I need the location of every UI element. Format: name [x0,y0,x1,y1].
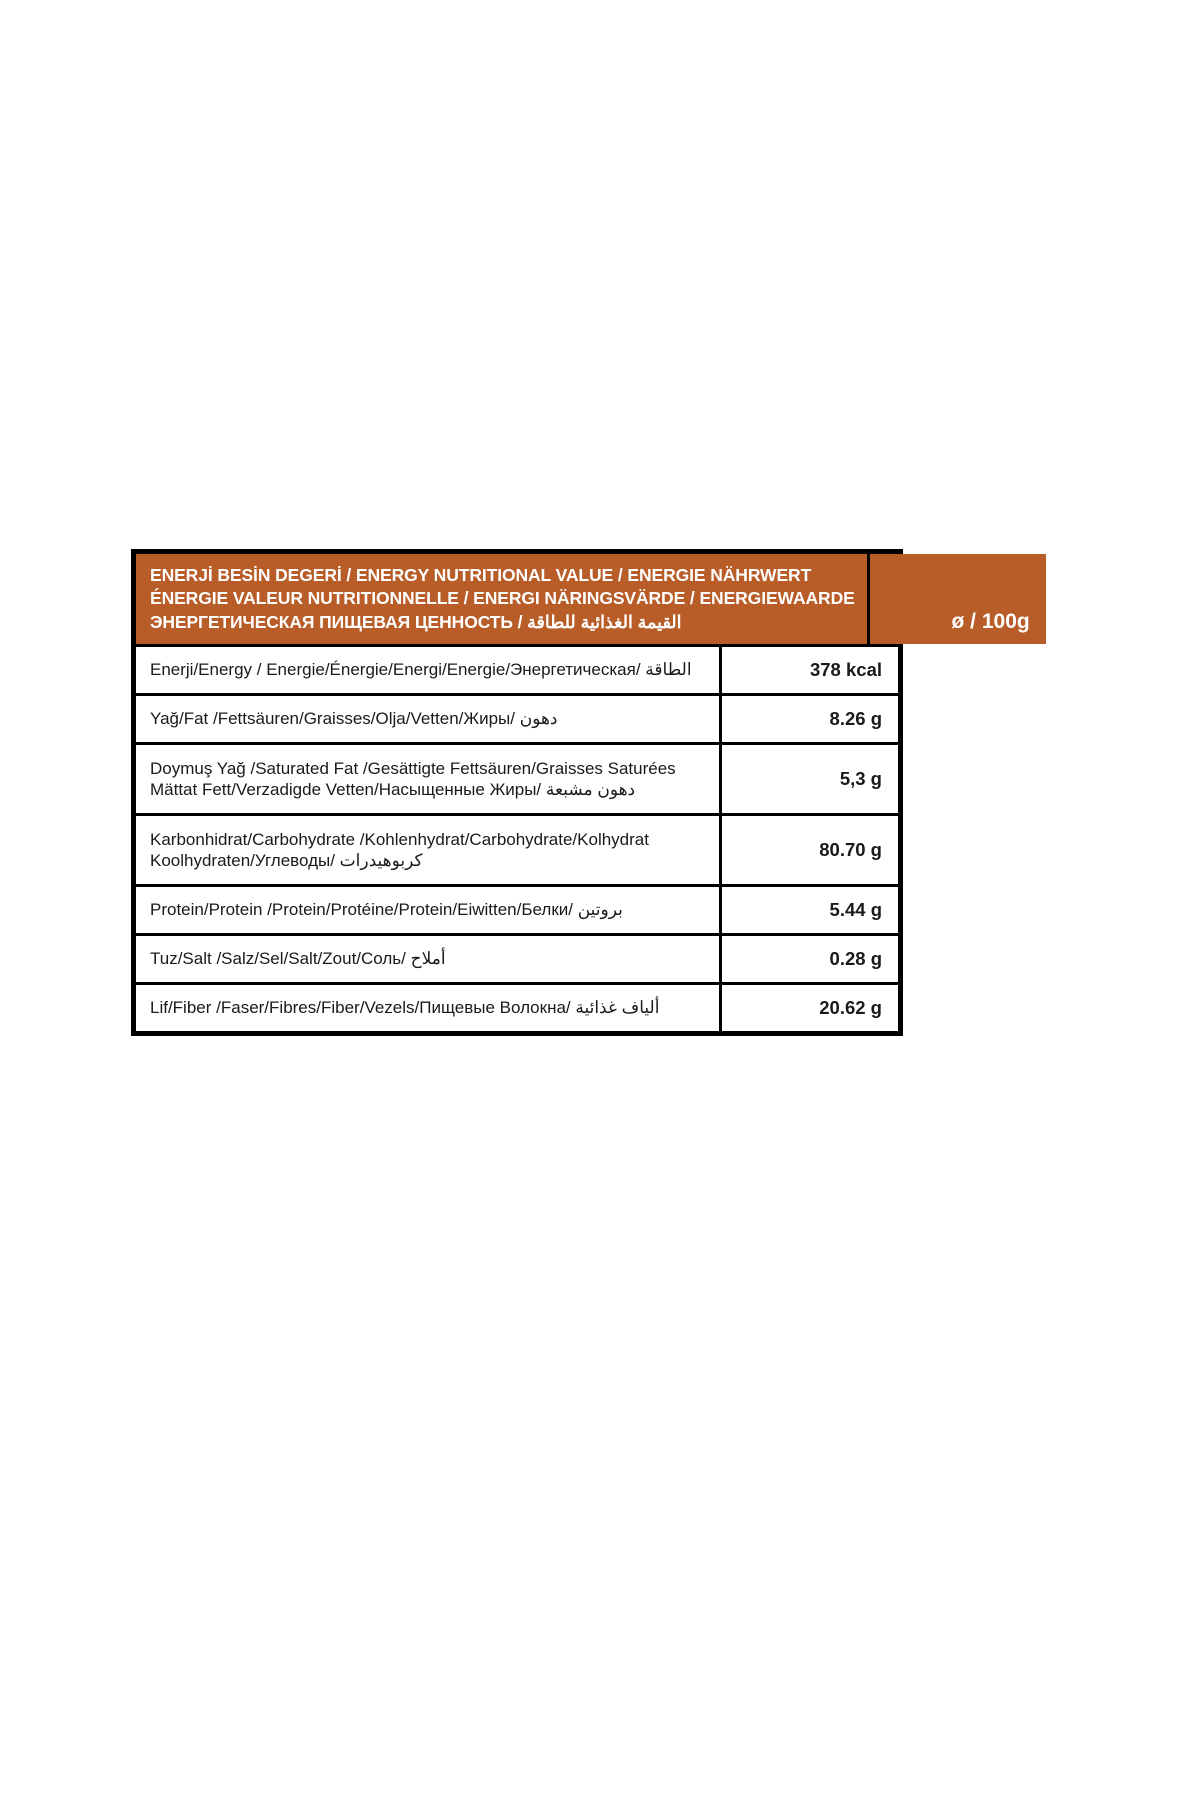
row-value-carbohydrate: 80.70 g [719,816,898,884]
row-label-fat [136,696,719,742]
row-label-protein [136,887,719,933]
table-row [136,933,898,982]
row-label-line: Karbonhidrat/Carbohydrate /Kohlenhydrat/Carbohydrate/Kolhydrat [150,829,649,849]
table-row [136,813,898,884]
row-value-fat: 8.26 g [719,696,898,742]
table-row [136,742,898,813]
row-label-saturated-fat [136,745,719,813]
row-value-saturated-fat: 5,3 g [719,745,898,813]
header-title-line-3: ЭНЕРГЕТИЧЕСКАЯ ПИЩЕВАЯ ЦЕННОСТЬ / القيمة الغذائية للطاقة [150,611,682,632]
header-amount-column: ø / 100g [867,554,1046,644]
row-value-protein: 5.44 g [719,887,898,933]
row-label-line: Tuz/Salt /Salz/Sel/Salt/Zout/Соль/ أملاح [150,949,446,969]
header-title-line-2: ÉNERGIE VALEUR NUTRITIONNELLE / ENERGI NÄRINGSVÄRDE / ENERGIEWAARDE [150,588,855,609]
row-value-energy: 378 kcal [719,647,898,693]
header-title-line-1: ENERJİ BESİN DEGERİ / ENERGY NUTRITIONAL VALUE / ENERGIE NÄHRWERT [150,565,812,585]
row-label-line: Protein/Protein /Protein/Protéine/Protein/Eiwitten/Белки/ بروتين [150,900,623,920]
row-label-salt [136,936,719,982]
row-value-fiber: 20.62 g [719,985,898,1031]
row-label-line: Koolhydraten/Углеводы/ كربوهيدرات [150,850,423,870]
row-value-salt: 0.28 g [719,936,898,982]
nutrition-facts-panel [131,549,1030,1036]
row-label-line: Yağ/Fat /Fettsäuren/Graisses/Olja/Vetten/Жиры/ دهون [150,709,558,729]
row-label-carbohydrate [136,816,719,884]
row-label-line: Mättat Fett/Verzadigde Vetten/Насыщенные Жиры/ دهون مشبعة [150,779,636,799]
table-row [136,693,898,742]
panel-header [136,554,1030,644]
row-label-line: Lif/Fiber /Faser/Fibres/Fiber/Vezels/Пищевые Волокна/ ألياف غذائية [150,998,660,1018]
table-row [136,982,898,1031]
row-label-fiber [136,985,719,1031]
table-row [136,884,898,933]
header-title-block [136,554,867,644]
row-label-line: Doymuş Yağ /Saturated Fat /Gesättigte Fettsäuren/Graisses Saturées [150,758,676,778]
row-label-energy [136,647,719,693]
row-label-line: Enerji/Energy / Energie/Énergie/Energi/Energie/Энергетическая/ الطاقة [150,660,692,680]
table-row [136,644,898,693]
